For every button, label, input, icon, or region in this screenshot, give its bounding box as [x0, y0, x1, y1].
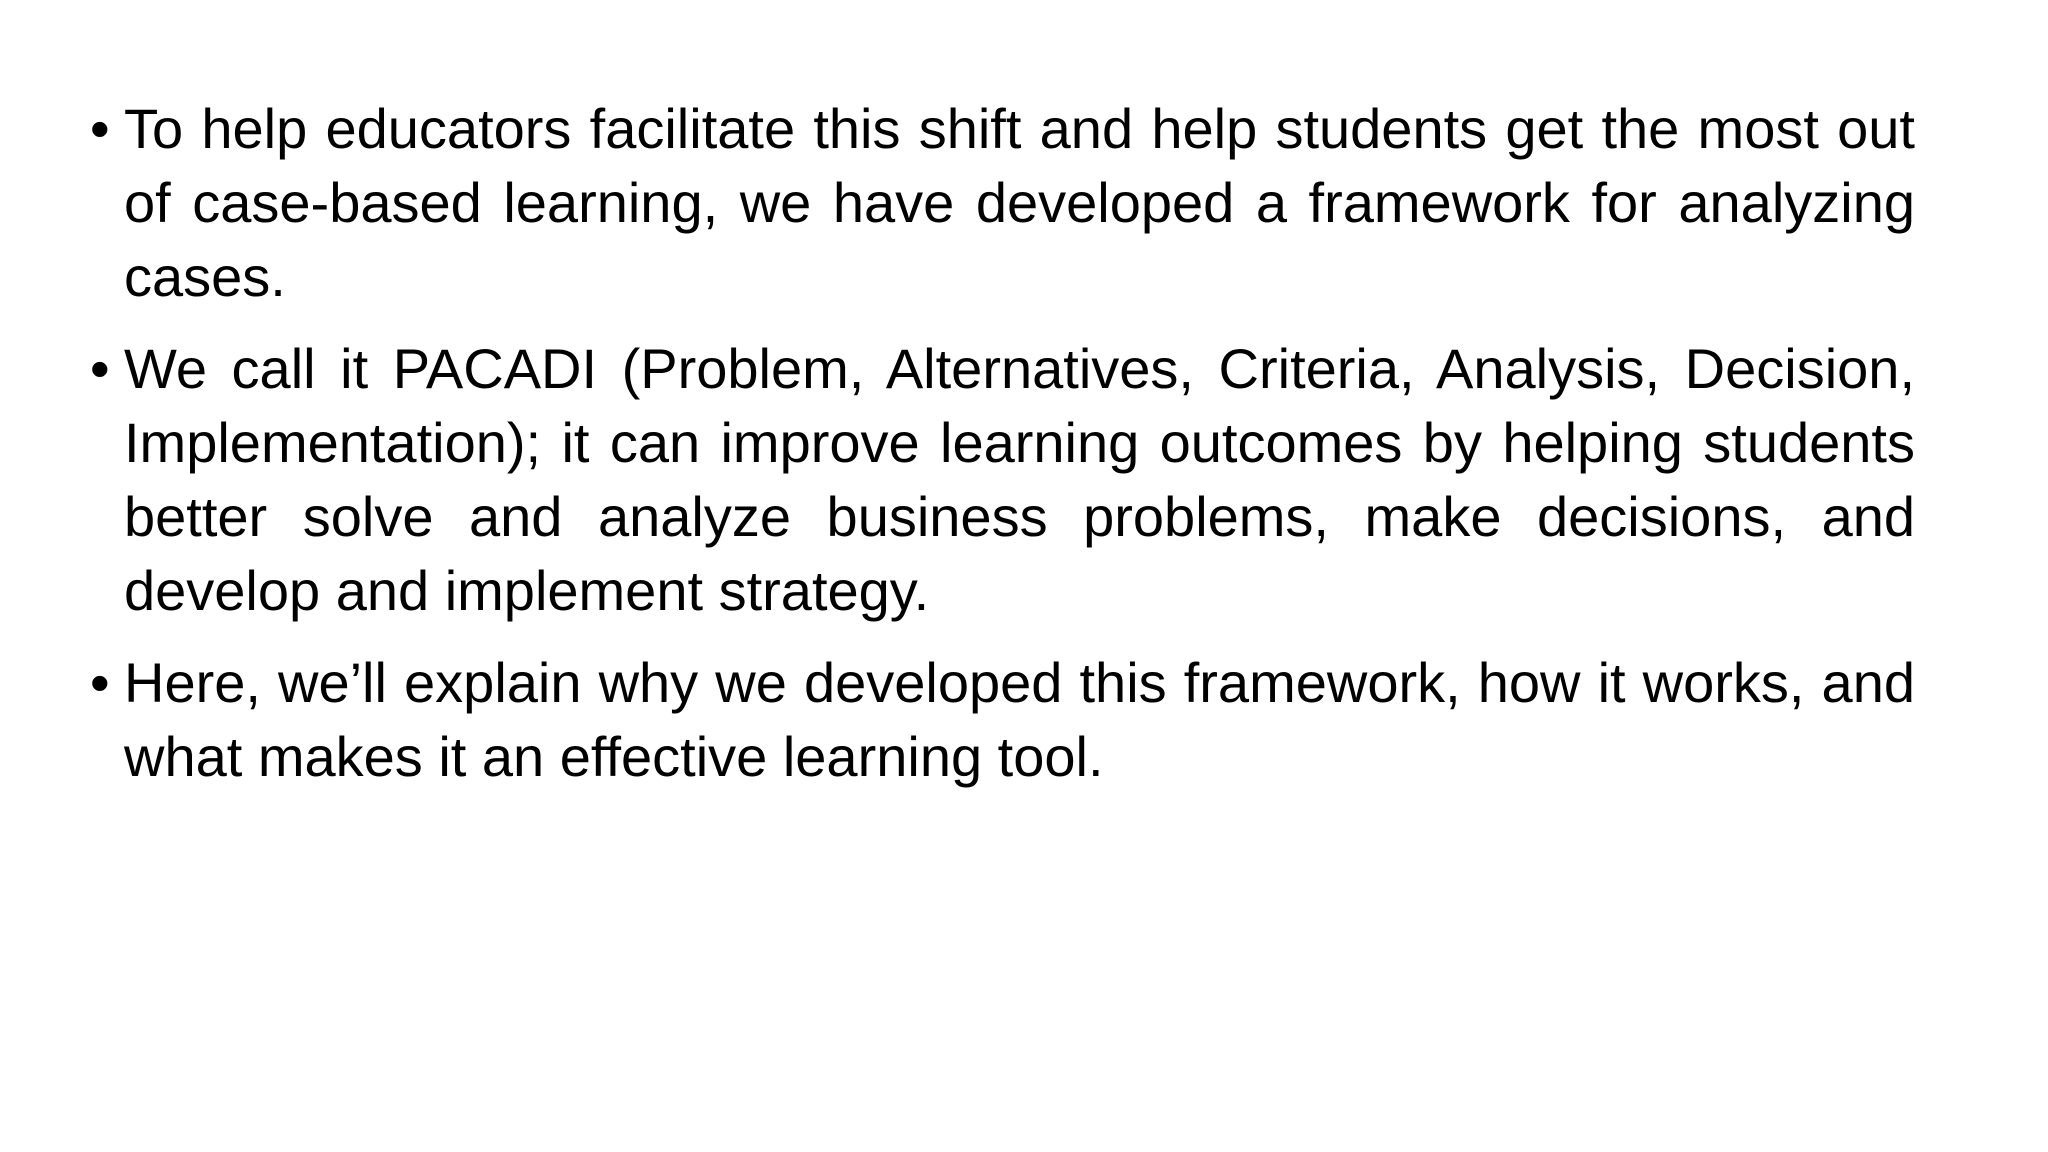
bullet-item [90, 646, 1915, 794]
bullet-icon: • [90, 337, 110, 400]
bullet-item [90, 92, 1915, 314]
bullet-text: We call it PACADI (Problem, Alternatives, Criteria, Analysis, Decision, Implementation); it can improve learning outcomes by helping students better solve and analyze business problems, make decisions, and develop and implement strategy. [124, 337, 1915, 622]
bullet-item [90, 332, 1915, 628]
bullet-text: To help educators facilitate this shift and help students get the most out of case-based learning, we have developed a framework for analyzing cases. [124, 97, 1915, 308]
bullet-icon: • [90, 97, 110, 160]
bullet-text: Here, we’ll explain why we developed this framework, how it works, and what makes it an effective learning tool. [124, 651, 1915, 788]
bullet-icon: • [90, 651, 110, 714]
bullet-list [90, 92, 1915, 812]
